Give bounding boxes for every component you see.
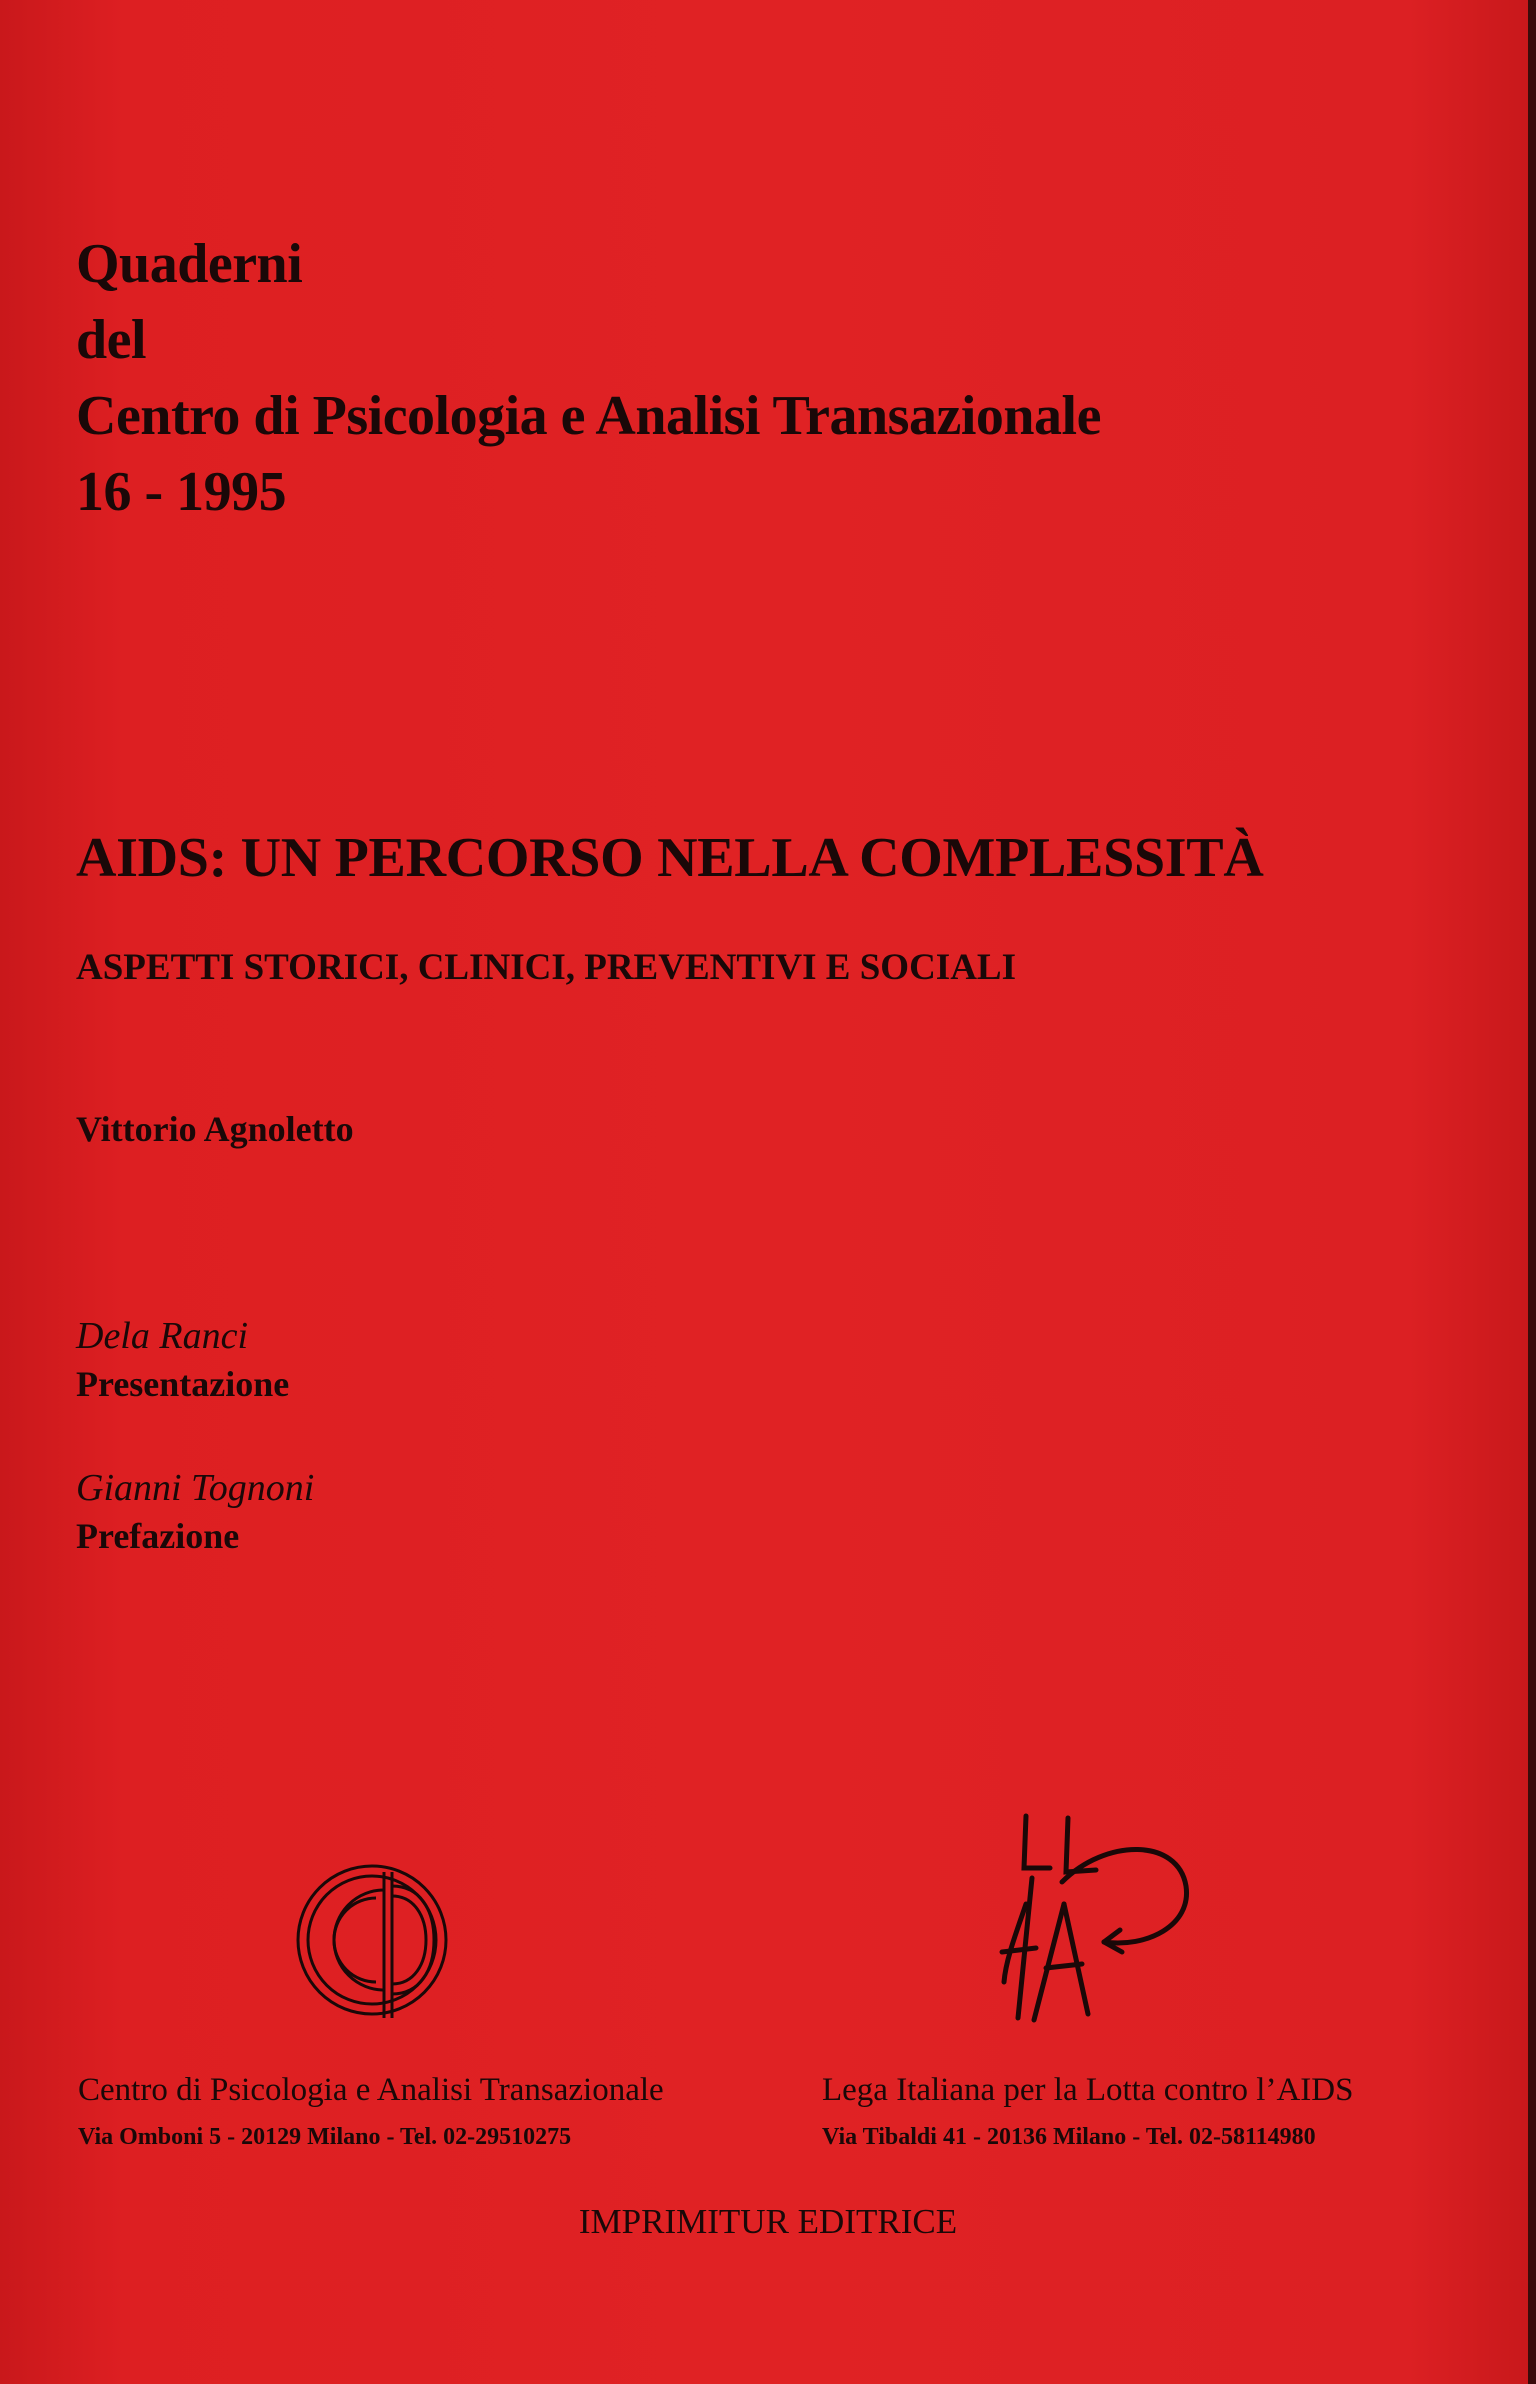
series-line: Quaderni: [76, 233, 303, 295]
series-line: Centro di Psicologia e Analisi Transazionale: [76, 385, 1101, 447]
left-org-name: Centro di Psicologia e Analisi Transazionale: [78, 2072, 664, 2108]
book-title: AIDS: UN PERCORSO NELLA COMPLESSITÀ: [76, 827, 1264, 889]
contributor-role: Presentazione: [76, 1364, 290, 1404]
book-author: Vittorio Agnoletto: [76, 1109, 354, 1149]
contributor-role: Prefazione: [76, 1516, 240, 1556]
book-subtitle: ASPETTI STORICI, CLINICI, PREVENTIVI E SOCIALI: [76, 947, 1016, 988]
left-org-address: Via Omboni 5 - 20129 Milano - Tel. 02-29510275: [78, 2124, 572, 2150]
contributor-name: Dela Ranci: [76, 1315, 249, 1357]
publisher: IMPRIMITUR EDITRICE: [578, 2202, 958, 2241]
right-org-address: Via Tibaldi 41 - 20136 Milano - Tel. 02-58114980: [822, 2124, 1316, 2150]
right-org-name: Lega Italiana per la Lotta contro l’AIDS: [822, 2072, 1354, 2108]
cpat-logo-icon: [292, 1862, 452, 2024]
contributor-preface: [76, 1464, 314, 1560]
lila-logo-icon: [996, 1808, 1206, 2028]
contributor-name: Gianni Tognoni: [76, 1467, 315, 1509]
series-line: del: [76, 309, 147, 371]
cover-edge: [1528, 0, 1536, 2384]
contributor-presentation: [76, 1312, 289, 1408]
series-heading: [76, 226, 1101, 530]
series-number: 16 - 1995: [76, 461, 287, 523]
